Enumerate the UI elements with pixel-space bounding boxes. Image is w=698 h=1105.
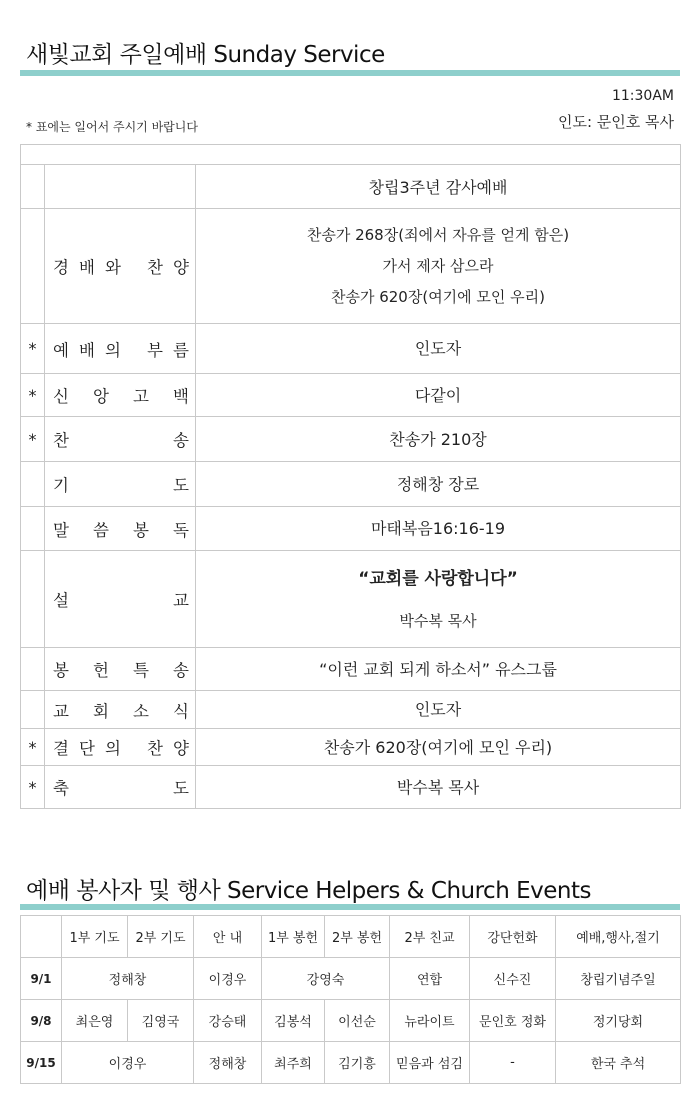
label-char: 송 [173, 431, 189, 450]
order-label [45, 551, 196, 648]
table-cell: 강영숙 [262, 958, 390, 1000]
date-cell: 9/15 [21, 1042, 62, 1084]
order-label [45, 766, 196, 809]
standing-notice: * 표에는 일어서 주시기 바랍니다 [26, 120, 198, 134]
order-label [45, 507, 196, 551]
order-content [196, 691, 681, 729]
label-char: 소 [133, 701, 149, 721]
stand-marker [21, 648, 45, 691]
label-char: 설 [53, 591, 69, 610]
label-char [131, 337, 137, 361]
label-char: 회 [93, 701, 109, 721]
order-label [45, 648, 196, 691]
title-underline [20, 70, 680, 76]
label-char: 예 [53, 340, 69, 360]
table-row [21, 958, 681, 1000]
service-time: 11:30AM [611, 88, 674, 104]
table-cell: 김기흥 [325, 1042, 390, 1084]
table-cell: 정해창 [62, 958, 194, 1000]
label-char: 백 [173, 387, 189, 406]
order-content [196, 209, 681, 324]
order-content [196, 551, 681, 648]
order-row [21, 324, 681, 374]
order-label [45, 462, 196, 507]
stand-marker: * [21, 324, 45, 374]
date-cell: 9/8 [21, 1000, 62, 1042]
content-line: 박수복 목사 [399, 612, 477, 630]
table-cell: 정기당회 [556, 1000, 681, 1042]
content-line: 찬송가 620장(여기에 모인 우리) [323, 737, 553, 757]
label-char: 의 [105, 739, 121, 758]
helpers-title-underline [20, 904, 680, 910]
order-content [196, 324, 681, 374]
stand-marker [21, 209, 45, 324]
table-cell: 최주희 [262, 1042, 325, 1084]
label-char: 도 [173, 779, 189, 798]
helpers-table [20, 915, 681, 1084]
label-char: 교 [173, 591, 189, 610]
stand-marker: * [21, 374, 45, 417]
label-char: 말 [53, 520, 69, 540]
stand-marker [21, 462, 45, 507]
label-char: 송 [173, 661, 189, 680]
order-content [196, 462, 681, 507]
stand-marker: * [21, 417, 45, 462]
table-cell: 창립기념주일 [556, 958, 681, 1000]
content-line: 인도자 [414, 700, 462, 719]
table-top-spacer [21, 145, 681, 165]
label-char: 식 [173, 701, 189, 721]
label-char: 의 [105, 340, 121, 360]
order-label [45, 374, 196, 417]
order-row [21, 551, 681, 648]
stand-marker [21, 551, 45, 648]
service-leader: 인도: 문인호 목사 [557, 113, 674, 131]
label-char: 와 [105, 258, 121, 277]
label-char: 헌 [93, 661, 109, 680]
header-cell: 2부 봉헌 [325, 916, 390, 958]
order-row [21, 507, 681, 551]
page-title: 새빛교회 주일예배 Sunday Service [26, 42, 385, 68]
table-cell: 김영국 [128, 1000, 194, 1042]
stand-marker [21, 691, 45, 729]
table-cell: 이선순 [325, 1000, 390, 1042]
content-line: “이런 교회 되게 하소서” 유스그룹 [319, 659, 557, 679]
table-cell: 이경우 [62, 1042, 194, 1084]
label-char: 찬 [147, 739, 163, 758]
content-line: 마태복음16:16-19 [370, 519, 506, 538]
helpers-title: 예배 봉사자 및 행사 Service Helpers & Church Events [26, 878, 591, 904]
table-cell: 연합 [390, 958, 470, 1000]
table-cell: 믿음과 섬김 [390, 1042, 470, 1084]
order-of-worship-table [20, 144, 681, 809]
order-content [196, 374, 681, 417]
content-line: 박수복 목사 [396, 777, 480, 797]
table-cell: 김봉석 [262, 1000, 325, 1042]
label-char: 찬 [53, 431, 69, 450]
order-label [45, 729, 196, 766]
label-char: 배 [79, 340, 95, 360]
label-char: 도 [173, 476, 189, 495]
label-char: 배 [79, 258, 95, 277]
table-cell: 강승태 [194, 1000, 262, 1042]
label-char: 단 [79, 739, 95, 758]
table-cell: - [470, 1042, 556, 1084]
order-row [21, 648, 681, 691]
content-line: 찬송가 210장 [389, 429, 487, 449]
label-char: 앙 [93, 387, 109, 406]
label-char: 씀 [93, 520, 109, 540]
order-row [21, 766, 681, 809]
order-label [45, 209, 196, 324]
content-line: 찬송가 620장(여기에 모인 우리) [330, 287, 546, 306]
label-char: 봉 [53, 661, 69, 680]
order-content [196, 729, 681, 766]
order-content [196, 648, 681, 691]
table-cell: 뉴라이트 [390, 1000, 470, 1042]
content-line: 정해창 장로 [396, 474, 480, 494]
order-content [196, 766, 681, 809]
order-row [21, 417, 681, 462]
header-cell: 1부 봉헌 [262, 916, 325, 958]
order-row [21, 209, 681, 324]
table-cell: 최은영 [62, 1000, 128, 1042]
order-label [45, 324, 196, 374]
header-cell: 1부 기도 [62, 916, 128, 958]
label-char: 특 [133, 661, 149, 680]
label-char: 부 [147, 340, 163, 360]
header-cell: 2부 기도 [128, 916, 194, 958]
label-char: 독 [173, 520, 189, 540]
label-char: 찬 [147, 258, 163, 277]
service-title: 창립3주년 감사예배 [196, 165, 681, 209]
table-cell: 신수진 [470, 958, 556, 1000]
content-line: “교회를 사랑합니다” [358, 569, 518, 589]
order-row [21, 462, 681, 507]
content-line: 가서 제자 삼으라 [382, 256, 494, 275]
label-char: 기 [53, 476, 69, 495]
header-cell: 예배,행사,절기 [556, 916, 681, 958]
table-row [21, 1042, 681, 1084]
content-line: 찬송가 268장(죄에서 자유를 얻게 함은) [306, 225, 570, 244]
label-char [131, 254, 137, 278]
order-row [21, 374, 681, 417]
stand-marker [21, 507, 45, 551]
content-line: 인도자 [414, 339, 462, 358]
label-char: 양 [173, 739, 189, 758]
label-char: 봉 [133, 520, 149, 540]
date-cell: 9/1 [21, 958, 62, 1000]
label-char [131, 735, 137, 759]
header-cell: 안 내 [194, 916, 262, 958]
label-char: 양 [173, 258, 189, 277]
order-content [196, 417, 681, 462]
order-label [45, 417, 196, 462]
header-cell: 2부 친교 [390, 916, 470, 958]
table-cell: 이경우 [194, 958, 262, 1000]
order-row [21, 729, 681, 766]
label-char: 경 [53, 258, 69, 277]
table-cell: 정해창 [194, 1042, 262, 1084]
table-cell: 한국 추석 [556, 1042, 681, 1084]
stand-marker: * [21, 729, 45, 766]
order-row [21, 691, 681, 729]
order-label [45, 691, 196, 729]
order-content [196, 507, 681, 551]
table-cell: 문인호 정화 [470, 1000, 556, 1042]
label-char: 고 [133, 387, 149, 406]
label-char: 름 [173, 340, 189, 360]
label-char: 교 [53, 701, 69, 721]
label-char: 결 [53, 739, 69, 758]
table-row [21, 1000, 681, 1042]
label-char: 축 [53, 779, 69, 798]
content-line: 다같이 [414, 385, 462, 405]
label-char: 신 [53, 387, 69, 406]
stand-marker: * [21, 766, 45, 809]
header-cell: 강단헌화 [470, 916, 556, 958]
